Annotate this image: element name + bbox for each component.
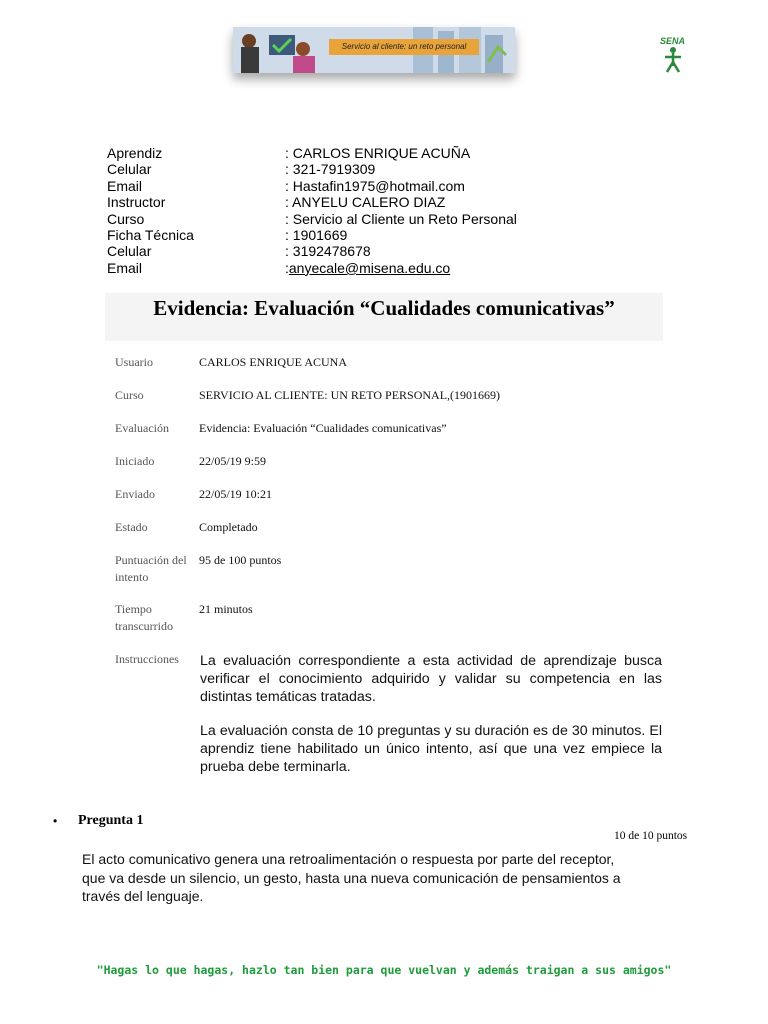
evidence-title-box (105, 293, 663, 341)
summary-label: Usuario (115, 355, 153, 369)
question-bullet: • (53, 814, 58, 828)
summary-value: 22/05/19 10:21 (199, 487, 273, 501)
info-label: Celular (107, 161, 152, 178)
info-label: Email (107, 259, 143, 276)
sena-logo (655, 30, 695, 76)
summary-value: 21 minutos (199, 602, 253, 616)
summary-label: Estado (115, 520, 148, 534)
info-value: : 1901669 (285, 227, 348, 244)
info-prefix: : (285, 259, 289, 276)
summary-value: SERVICIO AL CLIENTE: UN RETO PERSONAL,(1901669) (199, 388, 501, 402)
summary-label: Curso (115, 388, 144, 402)
info-row-email-instructor (107, 260, 517, 276)
info-row-email (107, 178, 517, 194)
info-row-aprendiz (107, 145, 517, 161)
summary-value: Evidencia: Evaluación “Cualidades comunicativas” (199, 421, 447, 435)
footer-quote: "Hagas lo que hagas, hazlo tan bien para que vuelvan y además traigan a sus amigos" (96, 963, 672, 977)
info-value: : ANYELU CALERO DIAZ (285, 194, 446, 211)
instructor-email-link[interactable]: anyecale@misena.edu.co (288, 259, 451, 276)
info-row-celular (107, 161, 517, 177)
info-label: Celular (107, 243, 152, 260)
summary-label: Instrucciones (115, 652, 179, 666)
info-row-celular-instructor (107, 243, 517, 259)
sena-logo-text: SENA (660, 36, 686, 46)
info-label: Ficha Técnica (107, 227, 194, 244)
info-value: : 3192478678 (285, 243, 371, 260)
info-row-curso (107, 211, 517, 227)
summary-label: Evaluación (115, 421, 169, 435)
summary-value: Completado (199, 520, 258, 534)
page-title: Evidencia: Evaluación “Cualidades comunicativas” (153, 296, 615, 320)
info-value: : Hastafin1975@hotmail.com (285, 177, 465, 194)
instructions-paragraph: La evaluación correspondiente a esta actividad de aprendizaje busca verificar el conocimiento adquirido y validar su competencia en las distintas temáticas tratadas. (200, 653, 662, 705)
summary-label: Puntuación del intento (115, 553, 187, 584)
summary-label: Tiempo transcurrido (115, 602, 173, 633)
summary-label: Iniciado (115, 454, 155, 468)
course-banner (233, 27, 515, 73)
question-title: Pregunta 1 (78, 813, 144, 828)
info-label: Instructor (107, 194, 166, 211)
banner-title: Servicio al cliente: un reto personal (329, 39, 479, 55)
info-value: : CARLOS ENRIQUE ACUÑA (285, 145, 471, 161)
summary-label: Enviado (115, 487, 155, 501)
student-info (107, 145, 517, 276)
summary-value: 95 de 100 puntos (199, 553, 282, 567)
sena-logo-icon (655, 30, 695, 76)
summary-value: 22/05/19 9:59 (199, 454, 267, 468)
question-points: 10 de 10 puntos (614, 830, 688, 842)
summary-value: CARLOS ENRIQUE ACUNA (199, 355, 348, 369)
info-value: : 321-7919309 (285, 161, 376, 178)
info-label: Email (107, 177, 143, 194)
instructions-paragraph: La evaluación consta de 10 preguntas y su duración es de 30 minutos. El aprendiz tiene habilitado un único intento, así que una vez empiece la prueba debe terminarla. (200, 723, 662, 775)
info-label: Aprendiz (107, 145, 163, 161)
info-value: : Servicio al Cliente un Reto Personal (285, 210, 517, 227)
question-text: El acto comunicativo genera una retroalimentación o respuesta por parte del receptor, que va desde un silencio, un gesto, hasta una nueva comunicación de pensamientos a través del lenguaje. (82, 851, 621, 904)
info-row-instructor (107, 194, 517, 210)
info-label: Curso (107, 210, 145, 227)
info-row-ficha (107, 227, 517, 243)
instructions-text (200, 652, 662, 792)
